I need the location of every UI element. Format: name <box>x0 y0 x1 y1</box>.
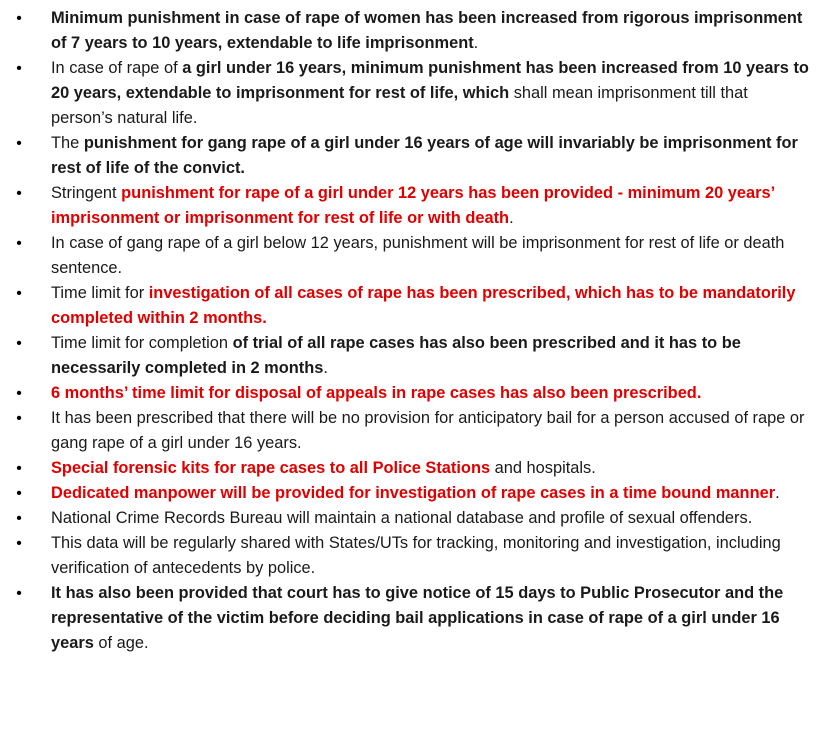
body-text: National Crime Records Bureau will maintain a national database and profile of sexual offenders. <box>51 509 753 527</box>
bullet-list <box>0 6 812 656</box>
list-item <box>0 281 812 331</box>
bold-text: Minimum punishment in case of rape of women has been increased from rigorous imprisonment of 7 years to 10 years, extendable to life imprisonment <box>51 9 803 52</box>
body-text: In case of rape of <box>51 59 183 77</box>
list-item <box>0 231 812 281</box>
bullet-icon: • <box>16 335 22 352</box>
body-text: and hospitals. <box>490 459 596 477</box>
bold-text: of trial of all rape cases has also been prescribed and it has to be necessarily completed in 2 months <box>51 334 741 377</box>
list-item <box>0 6 812 56</box>
body-text: . <box>775 484 780 502</box>
list-item <box>0 381 812 406</box>
body-text: In case of gang rape of a girl below 12 years, punishment will be imprisonment for rest of life or death sentence. <box>51 234 785 277</box>
bold-text: It has also been provided that court has to give notice of 15 days to Public Prosecutor and the representative of the victim before deciding bail applications in case of rape of a girl under 16 years <box>51 584 784 652</box>
list-item <box>0 506 812 531</box>
bullet-icon: • <box>16 285 22 302</box>
bullet-icon: • <box>16 510 22 527</box>
bullet-icon: • <box>16 460 22 477</box>
bullet-icon: • <box>16 385 22 402</box>
bullet-icon: • <box>16 535 22 552</box>
body-text: Time limit for completion <box>51 334 233 352</box>
list-item <box>0 581 812 656</box>
highlighted-text: Dedicated manpower will be provided for investigation of rape cases in a time bound manner <box>51 484 776 502</box>
body-text: . <box>323 359 328 377</box>
list-item <box>0 131 812 181</box>
bullet-icon: • <box>16 410 22 427</box>
list-item <box>0 331 812 381</box>
highlighted-text: investigation of all cases of rape has been prescribed, which has to be mandatorily completed within 2 months. <box>51 284 796 327</box>
list-item <box>0 456 812 481</box>
bold-text: punishment for gang rape of a girl under 16 years of age will invariably be imprisonment for rest of life of the convict. <box>51 134 798 177</box>
body-text: . <box>473 34 479 52</box>
bullet-icon: • <box>16 135 22 152</box>
list-item <box>0 406 812 456</box>
bullet-icon: • <box>16 235 22 252</box>
body-text: It has been prescribed that there will be no provision for anticipatory bail for a person accused of rape or gang rape of a girl under 16 years. <box>51 409 805 452</box>
body-text: of age. <box>93 634 149 652</box>
body-text: The <box>51 134 84 152</box>
bullet-icon: • <box>16 10 22 27</box>
list-item <box>0 531 812 581</box>
highlighted-text: Special forensic kits for rape cases to all Police Stations <box>51 459 491 477</box>
highlighted-text: 6 months’ time limit for disposal of appeals in rape cases has also been prescribed. <box>51 384 702 402</box>
bold-text: a girl under 16 years, minimum punishment has been increased from 10 years to 20 years, extendable to imprisonment for rest of life, which <box>51 59 809 102</box>
list-item <box>0 181 812 231</box>
list-item <box>0 481 812 506</box>
body-text: shall mean imprisonment till that person’s natural life. <box>51 84 748 127</box>
bullet-icon: • <box>16 60 22 77</box>
bullet-icon: • <box>16 185 22 202</box>
highlighted-text: punishment for rape of a girl under 12 years has been provided - minimum 20 years’ imprisonment or imprisonment for rest of life or with death <box>51 184 775 227</box>
bullet-icon: • <box>16 585 22 602</box>
body-text: . <box>509 209 514 227</box>
body-text: This data will be regularly shared with States/UTs for tracking, monitoring and investigation, including verification of antecedents by police. <box>51 534 781 577</box>
list-item <box>0 56 812 131</box>
bullet-icon: • <box>16 485 22 502</box>
body-text: Time limit for <box>51 284 149 302</box>
body-text: Stringent <box>51 184 122 202</box>
